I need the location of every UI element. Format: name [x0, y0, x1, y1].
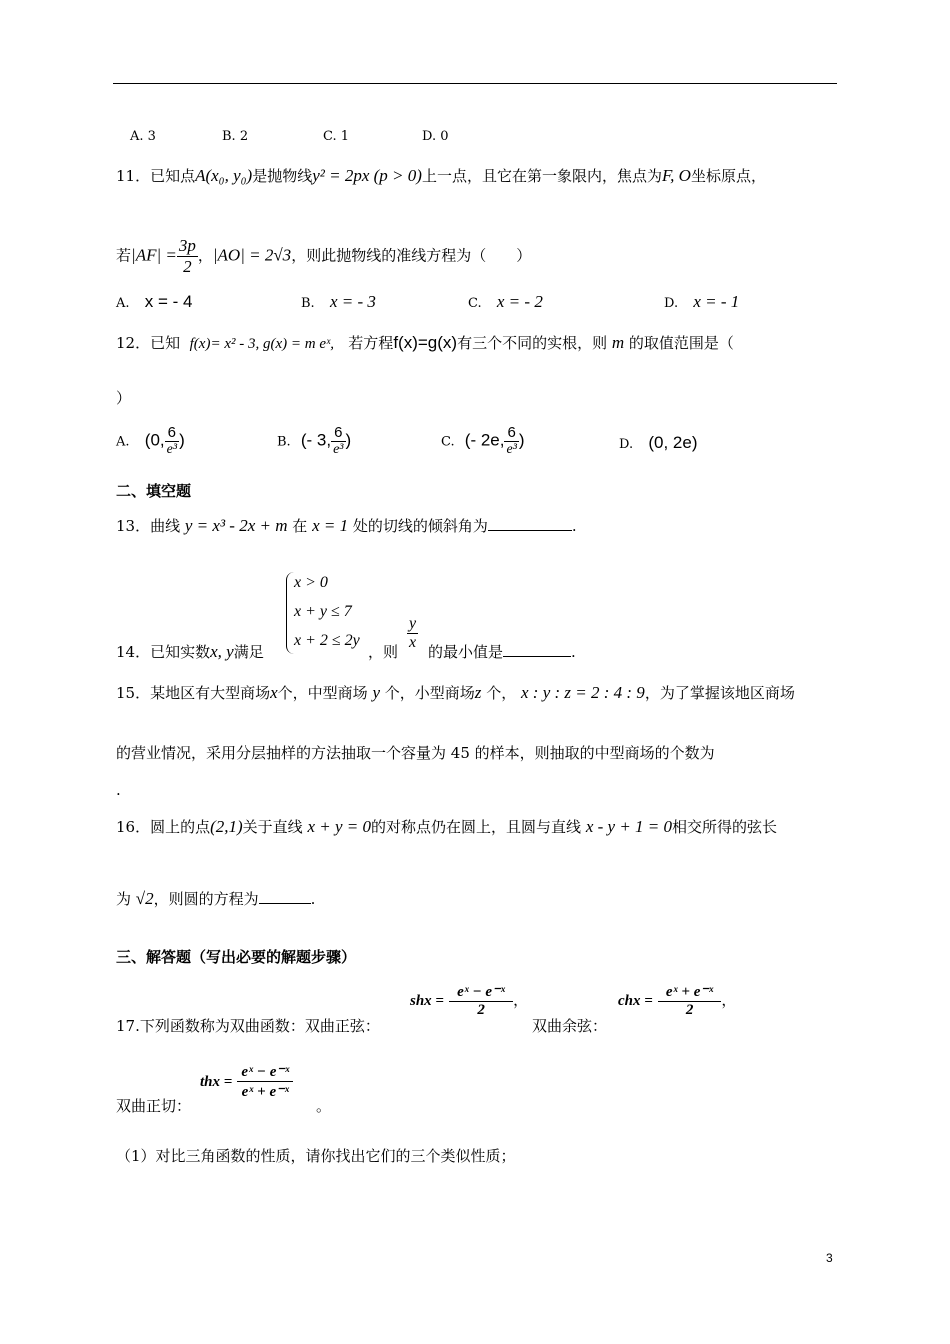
- q16-line-a: x + y = 0: [307, 817, 372, 836]
- q15-line2: 的营业情况，采用分层抽样的方法抽取一个容量为 45 的样本，则抽取的中型商场的个数为: [116, 744, 715, 762]
- q15-y: y: [372, 683, 380, 702]
- q11-ao: |AO| = 2√3: [212, 245, 292, 265]
- q11-option-a-expr: x = - 4: [144, 292, 193, 311]
- q12-option-a-frac: $\frac{6}{\text{e³}}$: [166, 424, 178, 457]
- q12-option-a: A. (0, $\frac{6}{\text{e³}}$ ): [116, 424, 185, 457]
- q12-option-d: D. (0, 2e): [619, 433, 698, 452]
- q16-sqrt2: √2: [135, 889, 154, 908]
- q16-line-b: x - y + 1 = 0: [585, 817, 673, 836]
- q12-funcs: f(x)= x² - 3, g(x) = m eˣ,: [189, 336, 334, 352]
- q11-option-c: C. x = - 2: [468, 292, 543, 311]
- q14-vars: x, y: [210, 642, 234, 661]
- q13-answer-blank[interactable]: [488, 530, 572, 531]
- q11-option-b-expr: x = - 3: [329, 292, 376, 311]
- q16-line1: 16．圆上的点(2,1)关于直线 x + y = 0的对称点仍在圆上，且圆与直线 x - y + 1 = 0相交所得的弦长: [116, 817, 778, 836]
- q11-mid2: 上一点，且它在第一象限内，焦点为: [421, 167, 662, 185]
- q11-af-num: 3p: [178, 236, 196, 255]
- q12-tail: 有三个不同的实根，则: [457, 334, 608, 352]
- q14-answer-blank[interactable]: [503, 656, 571, 657]
- q14-frac: [407, 615, 418, 652]
- page-number: 3: [826, 1251, 833, 1265]
- q11-line2: [116, 236, 531, 277]
- q12-line1: [116, 333, 734, 354]
- q11-option-d: D. x = - 1: [664, 292, 740, 311]
- q17-period: 。: [316, 1097, 332, 1115]
- q10-option-d: D. 0: [422, 129, 449, 144]
- q14-then: ，则: [368, 643, 399, 661]
- q12-close: ）: [116, 389, 132, 407]
- q16-answer-blank[interactable]: [259, 903, 311, 904]
- header-rule: [113, 83, 837, 84]
- q11-l2-tail: ，则此抛物线的准线方程为（ ）: [291, 246, 532, 265]
- q11-option-b: B. x = - 3: [301, 292, 376, 311]
- q14-prefix-line: 14．已知实数x, y满足: [116, 642, 264, 661]
- q11-af-frac: [177, 236, 198, 277]
- q16-point: (2,1): [210, 817, 243, 836]
- q10-option-b: B. 2: [222, 129, 249, 144]
- q11-af-lhs: |AF| =: [131, 245, 177, 265]
- q12-var: m: [611, 333, 625, 352]
- q15-line1: 15．某地区有大型商场x个，中型商场 y 个，小型商场z 个， x : y : z = 2 : 4 : 9，为了掌握该地区商场: [116, 683, 795, 702]
- q11-l2-prefix: 若: [116, 246, 132, 265]
- q11-prefix: 11．已知点: [116, 167, 196, 185]
- q13-curve: y = x³ - 2x + m: [184, 516, 288, 535]
- q11-tail: 坐标原点，: [690, 167, 766, 185]
- q13-line: 13．曲线 y = x³ - 2x + m 在 x = 1 处的切线的倾斜角为 .: [116, 516, 577, 535]
- q12-option-b-frac: $\frac{6}{\text{e³}}$: [333, 424, 344, 457]
- q15-line3: .: [116, 781, 121, 799]
- q11-option-c-expr: x = - 2: [496, 292, 543, 311]
- section-fill-in-title: 二、填空题: [116, 482, 192, 500]
- q12-mid: 若方程: [348, 334, 394, 352]
- q13-at: x = 1: [312, 516, 349, 535]
- q16-line2: 为 √2，则圆的方程为 .: [116, 889, 316, 908]
- q17-part1: （1）对比三角函数的性质，请你找出它们的三个类似性质；: [116, 1147, 516, 1165]
- q11-parabola: y² = 2px (p > 0): [312, 166, 422, 185]
- q17-chx-formula: chx = $\frac{\text{eˣ + e⁻ˣ}}{2}$ ，: [618, 984, 737, 1018]
- q11-mid1: 是抛物线: [252, 167, 313, 185]
- q11-point: A(x₀, y₀): [195, 166, 253, 185]
- q17-thx-formula: thx = $\frac{\text{eˣ − e⁻ˣ}}{\text{eˣ + e⁻ˣ}}$: [200, 1062, 293, 1101]
- q17-thx-label: 双曲正切：: [116, 1097, 192, 1115]
- q10-option-c: C. 1: [323, 129, 350, 144]
- q12-prefix: 12．已知: [116, 334, 181, 352]
- q11-option-d-expr: x = - 1: [693, 292, 740, 311]
- q12-option-c: C. (- 2e, $\frac{6}{\text{e³}}$ ): [441, 424, 525, 457]
- q15-z: z: [474, 683, 482, 702]
- q17-shx-formula: shx = $\frac{\text{eˣ − e⁻ˣ}}{2}$ ，: [410, 984, 529, 1018]
- q17-chx-label: 双曲余弦：: [532, 1017, 608, 1035]
- q14-tail: 的最小值是 .: [428, 643, 576, 661]
- q12-option-c-frac: $\frac{6}{\text{e³}}$: [506, 424, 517, 457]
- section-solutions-title: 三、解答题（写出必要的解题步骤）: [116, 948, 357, 966]
- q12-eq: f(x)=g(x): [393, 333, 458, 352]
- q12-option-b: B. (- 3, $\frac{6}{\text{e³}}$ ): [277, 424, 352, 457]
- q14-sys-2: x + y ≤ 7: [294, 603, 352, 620]
- q11-line1: [116, 166, 766, 186]
- q10-option-a: A. 3: [130, 129, 156, 144]
- q14-frac-den: x: [409, 634, 417, 651]
- q14-sys-1: x > 0: [294, 574, 328, 591]
- q12-tail2: 的取值范围是（: [628, 334, 734, 352]
- q15-x: x: [270, 683, 278, 702]
- q11-focus: F, O: [661, 166, 691, 185]
- q11-comma: ，: [197, 246, 213, 265]
- q15-ratio: x : y : z = 2 : 4 : 9: [520, 683, 645, 702]
- q14-sys-3: x + 2 ≤ 2y: [294, 632, 360, 649]
- q14-frac-num: y: [409, 615, 417, 632]
- q11-option-a: A. x = - 4: [116, 292, 193, 311]
- q17-intro: 17.下列函数称为双曲函数：双曲正弦：: [116, 1017, 380, 1035]
- q11-af-den: 2: [183, 257, 192, 276]
